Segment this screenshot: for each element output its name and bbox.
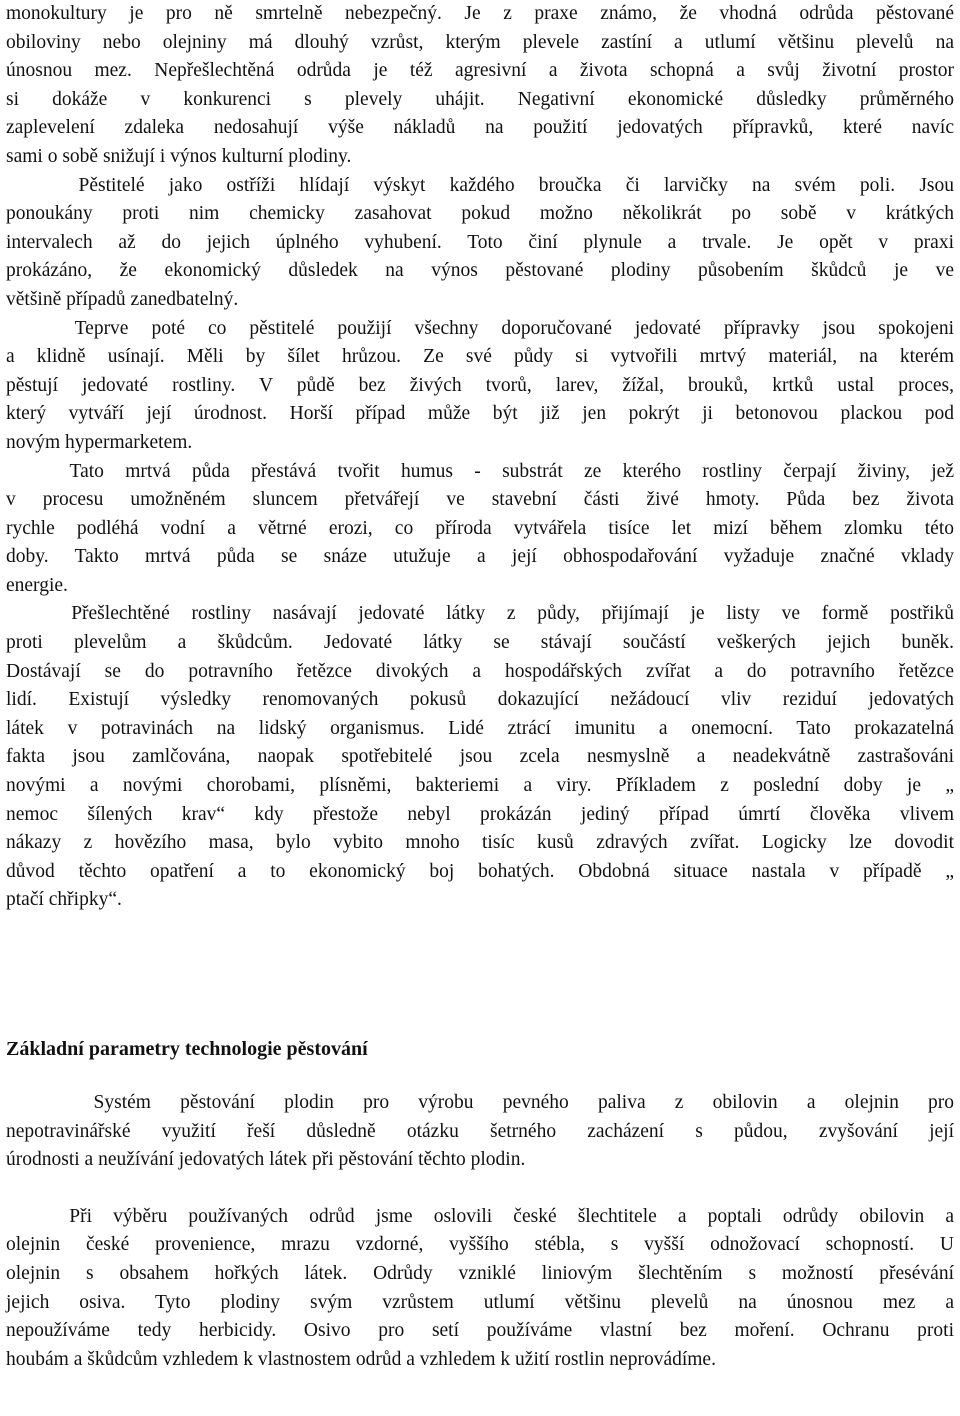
text-line: v procesu umožněném sluncem přetvářejí ve stavební části živé hmoty. Půda bez života [6, 489, 954, 511]
text-line: nepoužíváme tedy herbicidy. Osivo pro setí používáme vlastní bez moření. Ochranu proti [6, 1320, 954, 1342]
text-line: sami o sobě snižují i výnos kulturní plodiny. [6, 145, 352, 167]
text-line: prokázáno, že ekonomický důsledek na výnos pěstované plodiny působením škůdců je ve [6, 260, 954, 282]
text-line: nepotravinářské využití řeší důsledně otázku šetrného zacházení s půdou, zvyšování její [6, 1120, 954, 1142]
text-line: Při výběru používaných odrůd jsme oslovili české šlechtitele a poptali odrůdy obilovin a [6, 1205, 954, 1227]
text-line: ponoukány proti nim chemicky zasahovat pokud možno několikrát po sobě v krátkých [6, 203, 954, 225]
text-line: nemoc šílených krav“ kdy přestože nebyl prokázán jediný případ úmrtí člověka vlivem [6, 803, 954, 825]
section-heading: Základní parametry technologie pěstování [6, 1038, 368, 1060]
text-line: monokultury je pro ně smrtelně nebezpečný. Je z praxe známo, že vhodná odrůda pěstované [6, 3, 954, 24]
text-line: Dostávají se do potravního řetězce divokých a hospodářských zvířat a do potravního řetězce [6, 660, 954, 682]
section-gap [6, 915, 954, 1035]
paragraph-s2 [6, 1203, 954, 1375]
text-line: Systém pěstování plodin pro výrobu pevného paliva z obilovin a olejnin pro [6, 1092, 954, 1113]
text-line: nákazy z hovězího masa, bylo vybito mnoho tisíc kusů zdravých zvířat. Logicky lze dovodit [6, 832, 954, 854]
text-line: si dokáže v konkurenci s plevely uhájit. Negativní ekonomické důsledky průměrného [6, 88, 954, 110]
text-line: a klidně usínají. Měli by šílet hrůzou. Ze své půdy si vytvořili mrtvý materiál, na kterém [6, 346, 954, 368]
text-line: který vytváří její úrodnost. Horší případ může být již jen pokrýt ji betonovou plackou pod [6, 403, 954, 425]
text-line: jejich osiva. Tyto plodiny svým vzrůstem utlumí většinu plevelů na únosnou mez a [6, 1291, 954, 1313]
paragraph-p4 [6, 458, 954, 601]
text-line: látek v potravinách na lidský organismus. Lidé ztrácí imunitu a onemocní. Tato prokazatelná [6, 717, 954, 739]
section-text [6, 1089, 954, 1374]
text-line: důvod těchto opatření a to ekonomický boj bohatých. Obdobná situace nastala v případě „ [6, 860, 954, 882]
text-line: rychle podléhá vodní a větrné erozi, co příroda vytvářela tisíce let mizí během zlomku této [6, 517, 954, 539]
document-page [6, 0, 954, 1374]
text-line: doby. Takto mrtvá půda se snáze utužuje a její obhospodařování vyžaduje značné vklady [6, 546, 954, 568]
text-line: obiloviny nebo olejniny má dlouhý vzrůst, kterým plevele zastíní a utlumí většinu plevelů na [6, 31, 954, 53]
text-line: Přešlechtěné rostliny nasávají jedovaté látky z půdy, přijímají je listy ve formě postřiků [6, 603, 954, 625]
text-line: ptačí chřipky“. [6, 889, 122, 911]
text-line: olejnin s obsahem hořkých látek. Odrůdy vzniklé liniovým šlechtěním s možností přesévání [6, 1262, 954, 1284]
body-text [6, 0, 954, 915]
text-line: Teprve poté co pěstitelé použijí všechny doporučované jedovaté přípravky jsou spokojeni [6, 317, 954, 339]
text-line: úrodnosti a neužívání jedovatých látek při pěstování těchto plodin. [6, 1149, 526, 1171]
paragraph-p3 [6, 315, 954, 458]
paragraph-s1 [6, 1089, 954, 1175]
paragraph-p5 [6, 600, 954, 915]
text-line: lidí. Existují výsledky renomovaných pokusů dokazující nežádoucí vliv reziduí jedovatých [6, 689, 954, 711]
text-line: únosnou mez. Nepřešlechtěná odrůda je též agresivní a života schopná a svůj životní prostor [6, 60, 954, 82]
text-line: proti plevelům a škůdcům. Jedovaté látky se stávají součástí veškerých jejich buněk. [6, 632, 954, 654]
text-line: intervalech až do jejich úplného vyhubení. Toto činí plynule a trvale. Je opět v praxi [6, 231, 954, 253]
text-line: Pěstitelé jako ostříži hlídají výskyt každého broučka či larvičky na svém poli. Jsou [6, 174, 954, 196]
text-line: novým hypermarketem. [6, 431, 193, 453]
text-line: většině případů zanedbatelný. [6, 288, 239, 310]
text-line: olejnin české provenience, mrazu vzdorné, vyššího stébla, s vyšší odnožovací schopností. U [6, 1234, 954, 1256]
text-line: fakta jsou zamlčována, naopak spotřebitelé jsou zcela nesmyslně a neadekvátně zastrašováni [6, 746, 954, 768]
text-line: energie. [6, 574, 68, 596]
text-line: novými a novými chorobami, plísněmi, bakteriemi a viry. Příkladem z poslední doby je „ [6, 775, 954, 797]
paragraph-p2 [6, 172, 954, 315]
text-line: pěstují jedovaté rostliny. V půdě bez živých tvorů, larev, žížal, brouků, krtků ustal proces, [6, 374, 954, 396]
text-line: zaplevelení zdaleka nedosahují výše nákladů na použití jedovatých přípravků, které navíc [6, 117, 954, 139]
heading-gap [6, 1064, 954, 1089]
text-line: houbám a škůdcům vzhledem k vlastnostem odrůd a vzhledem k užití rostlin neprovádíme. [6, 1348, 716, 1370]
text-line: Tato mrtvá půda přestává tvořit humus - substrát ze kterého rostliny čerpají živiny, jež [6, 460, 954, 482]
paragraph-p1 [6, 0, 954, 172]
